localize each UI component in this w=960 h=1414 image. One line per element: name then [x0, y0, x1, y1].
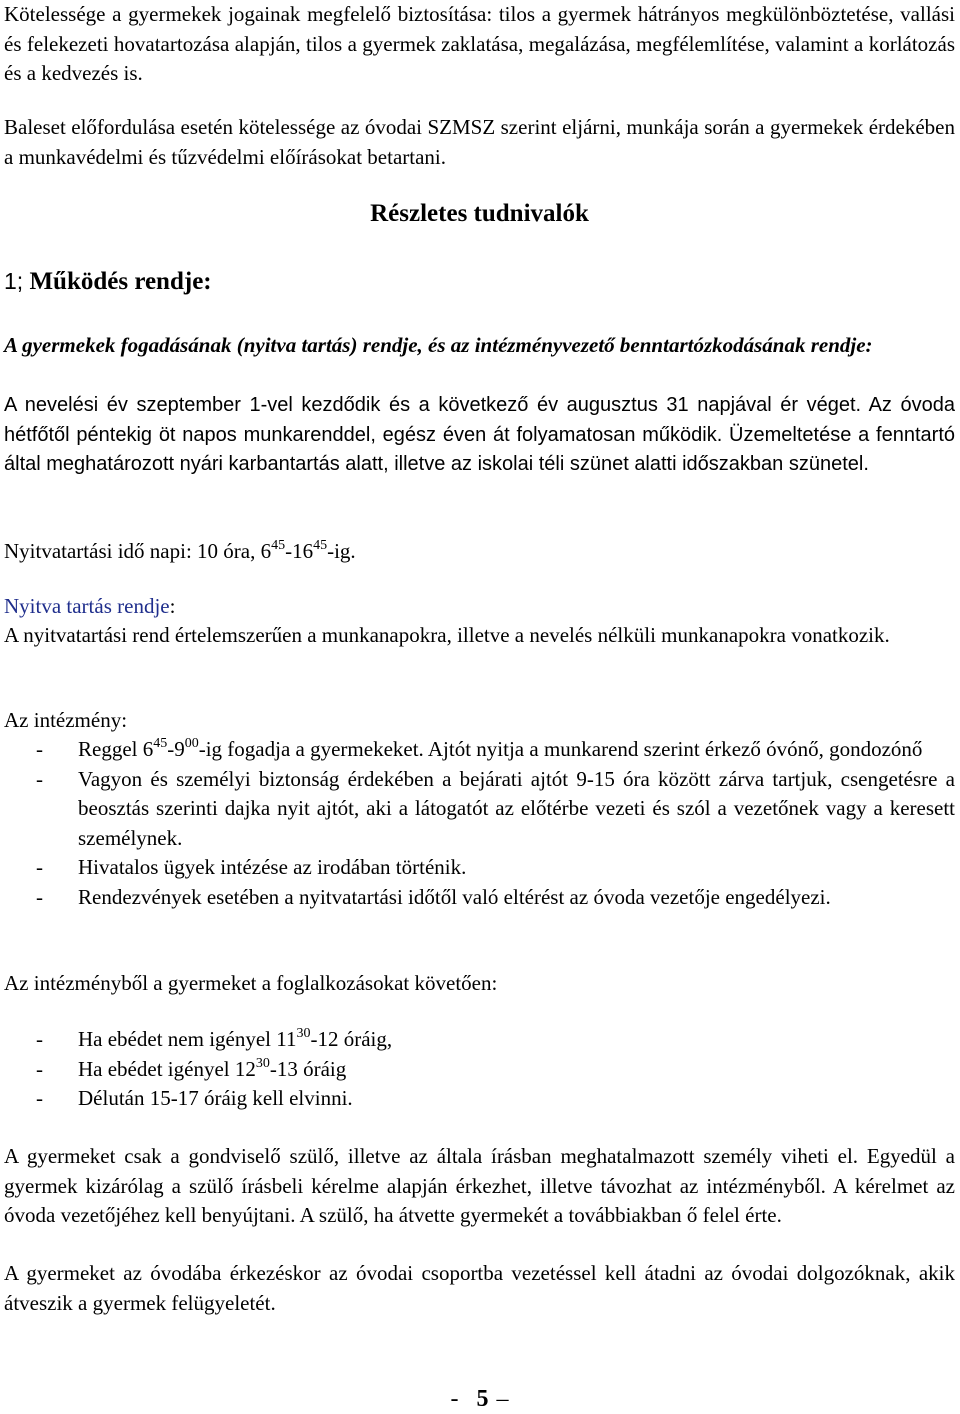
- dash-marker: -: [36, 1056, 43, 1081]
- dash-marker: -: [36, 1086, 43, 1110]
- page-number-value: 5: [476, 1386, 489, 1412]
- page-number-dash-left: -: [450, 1386, 459, 1412]
- intro-paragraph-2: Baleset előfordulása esetén kötelessége az óvodai SZMSZ szerint eljárni, munkája során a gyermekek érdekében a munkavédelmi és tűzvédelmi előírásokat betartani.: [4, 115, 955, 169]
- opening-hours: [4, 537, 955, 567]
- open-rules-colon: :: [169, 594, 176, 618]
- pickup-time-minutes: 30: [296, 1026, 311, 1041]
- list-item: [4, 1055, 955, 1085]
- section-title: Részletes tudnivalók: [370, 200, 589, 227]
- pickup-time-suffix: -12 óráig,: [310, 1027, 393, 1051]
- list-item-text: Rendezvények esetében a nyitvatartási időtől való eltérést az óvoda vezetője engedélyezi.: [78, 884, 831, 909]
- dash-marker: -: [36, 855, 43, 879]
- reception-time-end-hour: -9: [167, 737, 185, 761]
- pickup-time-minutes: 30: [255, 1055, 270, 1071]
- open-rules-label-text: Nyitva tartás rendje: [4, 594, 170, 618]
- opening-hours-suffix: -ig.: [327, 539, 356, 563]
- subsection-heading: [4, 268, 212, 296]
- list-item: [4, 853, 955, 883]
- reception-time-suffix: -ig fogadja a gyermekeket. Ajtót nyitja a munkarend szerint érkező óvónő, gondozónő: [198, 737, 923, 761]
- guardian-paragraph: A gyermeket csak a gondviselő szülő, illetve az általa írásban meghatalmazott személy viheti el. Egyedül a gyermek kizárólag a szülő írásbeli kérelme alapján érkezhet, illetve távozhat az intézményből. A kérelmet az óvoda vezetőjéhez kell benyújtani. A szülő, ha átvette gyermekét a továbbiakban ő felel érte.: [4, 1144, 955, 1227]
- dash-marker: -: [36, 737, 43, 761]
- page-number: [4, 1384, 955, 1414]
- list-item-text: Hivatalos ügyek intézése az irodában történik.: [78, 855, 467, 879]
- pickup-label: Az intézményből a gyermeket a foglalkozásokat követően:: [4, 971, 498, 995]
- document-page: [4, 0, 955, 1412]
- reception-heading: A gyermekek fogadásának (nyitva tartás) rendje, és az intézményvezető benntartózkodásának rendje:: [4, 333, 873, 357]
- open-rules-body: A nyitvatartási rend értelemszerűen a munkanapokra, illetve a nevelés nélküli munkanapokra vonatkozik.: [4, 623, 890, 647]
- list-item-text: Délután 15-17 óráig kell elvinni.: [78, 1086, 353, 1110]
- dash-marker: -: [36, 1027, 43, 1051]
- reception-time-start-minutes: 45: [153, 736, 168, 751]
- pickup-time-prefix: Ha ebédet igényel 12: [78, 1056, 256, 1081]
- list-item: [4, 883, 955, 913]
- reception-time-end-minutes: 00: [184, 736, 199, 751]
- list-item-text: Vagyon és személyi biztonság érdekében a bejárati ajtót 9-15 óra között zárva tartjuk, csengetésre a beosztás szerinti dajka nyit ajtót, aki a látogatót az előtérbe vezeti és szól a vezetőnek vagy a keresett személynek.: [78, 766, 955, 850]
- open-rules-label: [4, 592, 955, 622]
- pickup-time-suffix: -13 óráig: [269, 1056, 347, 1081]
- list-item: [4, 1025, 955, 1055]
- dash-marker: -: [36, 884, 43, 909]
- opening-hours-start-minutes: 45: [271, 538, 286, 553]
- subsection-number: 1;: [4, 268, 24, 294]
- opening-hours-prefix: Nyitvatartási idő napi: 10 óra, 6: [4, 539, 272, 563]
- pickup-time-prefix: Ha ebédet nem igényel 11: [78, 1027, 297, 1051]
- list-item: [4, 735, 955, 765]
- pickup-list: [4, 1025, 955, 1114]
- handover-paragraph: A gyermeket az óvodába érkezéskor az óvodai csoportba vezetéssel kell átadni az óvodai dolgozóknak, akik átveszik a gyermek felügyeletét.: [4, 1261, 955, 1315]
- intro-paragraph-1: Kötelessége a gyermekek jogainak megfelelő biztosítása: tilos a gyermek hátrányos megkülönböztetése, vallási és felekezeti hovatartozása alapján, tilos a gyermek zaklatása, megalázása, megfélemlítése, valamint a korlátozás és a kedvezés is.: [4, 2, 955, 85]
- reception-time-prefix: Reggel 6: [78, 737, 154, 761]
- page-number-dash-right: –: [496, 1386, 509, 1412]
- subsection-title: Működés rendje:: [29, 268, 212, 295]
- institution-list: [4, 735, 955, 912]
- list-item: [4, 765, 955, 854]
- list-item: [4, 1084, 955, 1114]
- dash-marker: -: [36, 766, 43, 791]
- reception-body: A nevelési év szeptember 1-vel kezdődik és a következő év augusztus 31 napjával ér véget. Az óvoda hétfőtől péntekig öt napos munkarenddel, egész éven át folyamatosan működik. Üzemeltetése a fenntartó által meghatározott nyári karbantartás alatt, illetve az iskolai téli szünet alatti időszakban szünetel.: [4, 394, 955, 475]
- opening-hours-end-minutes: 45: [313, 538, 328, 553]
- institution-label: Az intézmény:: [4, 708, 128, 732]
- opening-hours-end-hour: -16: [285, 539, 314, 563]
